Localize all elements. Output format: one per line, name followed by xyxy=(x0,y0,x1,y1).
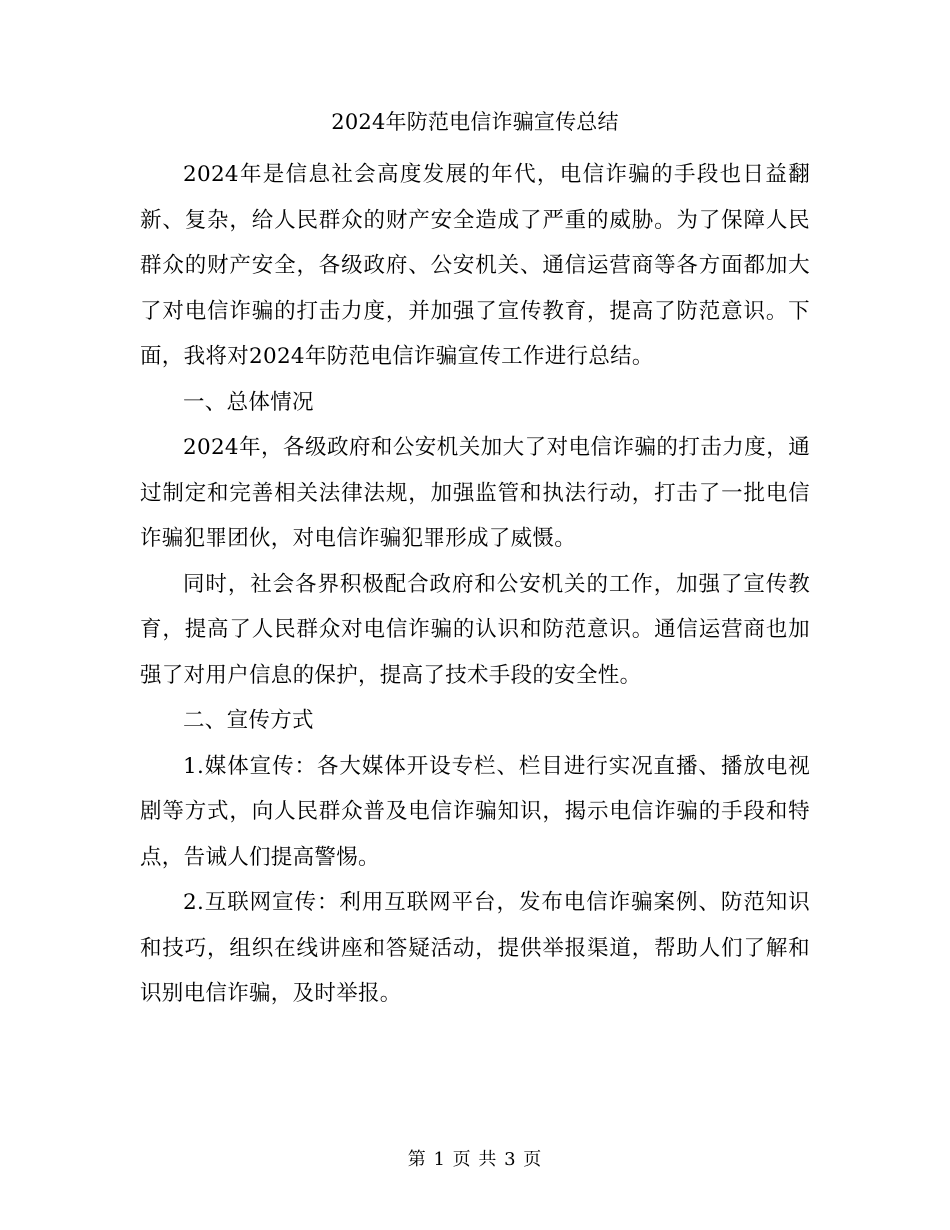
page-number-footer: 第 1 页 共 3 页 xyxy=(407,1149,543,1170)
section-heading-overview: 一、总体情况 xyxy=(183,389,314,415)
overview-paragraph-1: 2024年，各级政府和公安机关加大了对电信诈骗的打击力度，通过制定和完善相关法律法规，加强监管和执法行动，打击了一批电信诈骗犯罪团伙，对电信诈骗犯罪形成了威慑。 xyxy=(140,435,810,551)
document-page xyxy=(140,0,810,1230)
intro-paragraph: 2024年是信息社会高度发展的年代，电信诈骗的手段也日益翻新、复杂，给人民群众的财产安全造成了严重的威胁。为了保障人民群众的财产安全，各级政府、公安机关、通信运营商等各方面都加大了对电信诈骗的打击力度，并加强了宣传教育，提高了防范意识。下面，我将对2024年防范电信诈骗宣传工作进行总结。 xyxy=(140,162,810,369)
method-item-internet: 2.互联网宣传：利用互联网平台，发布电信诈骗案例、防范知识和技巧，组织在线讲座和答疑活动，提供举报渠道，帮助人们了解和识别电信诈骗，及时举报。 xyxy=(140,890,810,1006)
section-heading-methods: 二、宣传方式 xyxy=(183,708,314,733)
document-body xyxy=(140,152,810,1017)
document-title: 2024年防范电信诈骗宣传总结 xyxy=(331,110,619,134)
overview-paragraph-2: 同时，社会各界积极配合政府和公安机关的工作，加强了宣传教育，提高了人民群众对电信诈骗的认识和防范意识。通信运营商也加强了对用户信息的保护，提高了技术手段的安全性。 xyxy=(140,571,810,688)
method-item-media: 1.媒体宣传：各大媒体开设专栏、栏目进行实况直播、播放电视剧等方式，向人民群众普及电信诈骗知识，揭示电信诈骗的手段和特点，告诫人们提高警惕。 xyxy=(140,753,810,870)
